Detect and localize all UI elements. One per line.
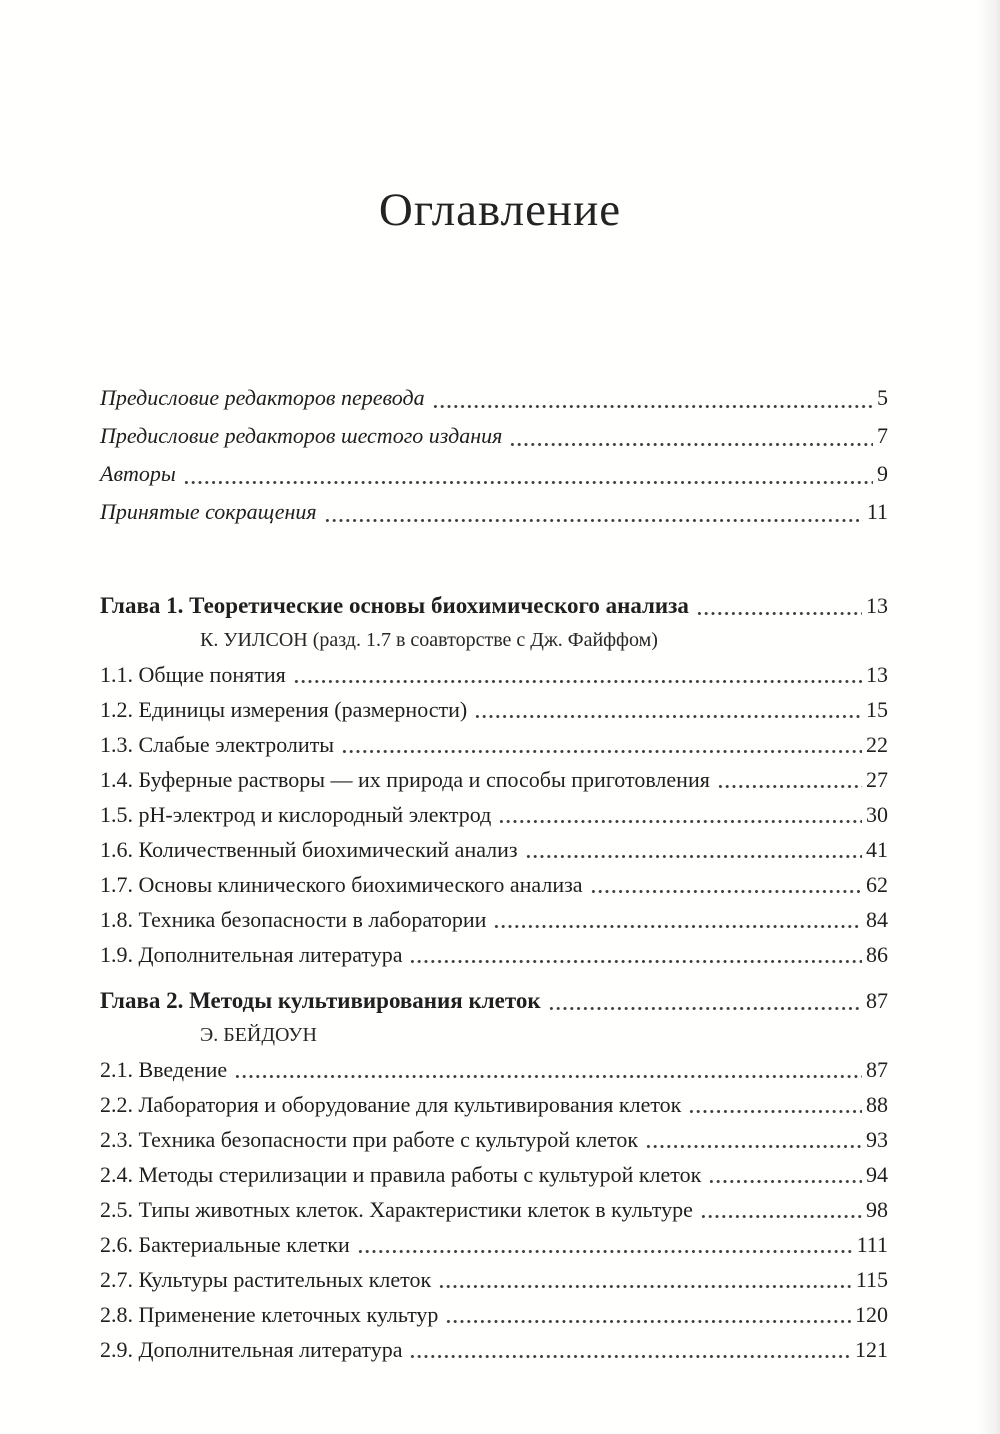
toc-entry xyxy=(100,797,888,832)
dot-leader xyxy=(717,784,862,789)
toc-entry xyxy=(100,727,888,762)
toc-entry-label: 1.4. Буферные растворы — их природа и способы приготовления xyxy=(100,766,710,792)
toc-entry-page: 5 xyxy=(877,384,888,410)
toc-entry xyxy=(100,417,888,455)
dot-leader xyxy=(525,854,862,859)
toc-entry-label: Предисловие редакторов перевода xyxy=(100,384,425,410)
toc-entry-label: 1.8. Техника безопасности в лаборатории xyxy=(100,906,487,932)
dot-leader xyxy=(688,1109,862,1114)
dot-leader xyxy=(498,819,862,824)
dot-leader xyxy=(357,1249,853,1254)
toc-entry-page: 87 xyxy=(866,1056,888,1082)
toc-entry-label: 1.7. Основы клинического биохимического анализа xyxy=(100,871,583,897)
toc-entry xyxy=(100,692,888,727)
toc-entry-label: 2.2. Лаборатория и оборудование для культивирования клеток xyxy=(100,1091,682,1117)
dot-leader xyxy=(590,889,862,894)
toc-entry-label: 1.9. Дополнительная литература xyxy=(100,941,403,967)
toc-entry-label: 2.9. Дополнительная литература xyxy=(100,1336,403,1362)
toc-entry-label: Авторы xyxy=(100,460,176,486)
dot-leader xyxy=(409,1354,851,1359)
dot-leader xyxy=(493,924,862,929)
toc-entry xyxy=(100,1157,888,1192)
toc-entry-page: 11 xyxy=(866,498,888,524)
toc-entry-page: 84 xyxy=(866,906,888,932)
toc-entry xyxy=(100,455,888,493)
dot-leader xyxy=(432,404,873,409)
toc-entry-page: 13 xyxy=(866,661,888,687)
toc-entry-label: 2.5. Типы животных клеток. Характеристики клеток в культуре xyxy=(100,1196,693,1222)
dot-leader xyxy=(645,1144,862,1149)
toc-entry-page: 94 xyxy=(866,1161,888,1187)
toc-entry-label: 1.2. Единицы измерения (размерности) xyxy=(100,696,468,722)
toc-entry-page: 111 xyxy=(856,1231,888,1257)
toc-entry xyxy=(100,1087,888,1122)
dot-leader xyxy=(324,518,863,523)
toc-entry-page: 13 xyxy=(866,592,888,618)
dot-leader xyxy=(700,1214,862,1219)
toc-entry xyxy=(100,588,888,624)
dot-leader xyxy=(474,714,862,719)
toc-entry xyxy=(100,902,888,937)
dot-leader xyxy=(438,1284,852,1289)
dot-leader xyxy=(409,959,862,964)
chapter-author: К. УИЛСОН (разд. 1.7 в соавторстве с Дж. Файффом) xyxy=(200,628,658,651)
toc-entry xyxy=(100,1122,888,1157)
toc-entry xyxy=(100,1192,888,1227)
toc-entry-label: Глава 2. Методы культивирования клеток xyxy=(100,987,541,1013)
toc-entry xyxy=(100,379,888,417)
toc-entry xyxy=(100,1227,888,1262)
dot-leader xyxy=(183,480,873,485)
toc-entry xyxy=(100,493,888,531)
table-of-contents xyxy=(100,379,888,1367)
chapter-author: Э. БЕЙДОУН xyxy=(200,1023,317,1046)
toc-entry-page: 22 xyxy=(866,731,888,757)
dot-leader xyxy=(234,1074,862,1079)
toc-entry xyxy=(100,867,888,902)
dot-leader xyxy=(341,749,862,754)
toc-entry-label: 1.3. Слабые электролиты xyxy=(100,731,335,757)
toc-entry-label: 2.6. Бактериальные клетки xyxy=(100,1231,350,1257)
dot-leader xyxy=(445,1319,851,1324)
toc-entry-page: 87 xyxy=(866,987,888,1013)
toc-entry xyxy=(100,657,888,692)
dot-leader xyxy=(708,1179,862,1184)
front-matter-list xyxy=(100,379,888,531)
page-title: Оглавление xyxy=(378,184,622,236)
toc-entry xyxy=(100,1297,888,1332)
dot-leader xyxy=(696,611,862,616)
toc-entry-label: 2.7. Культуры растительных клеток xyxy=(100,1266,432,1292)
toc-entry-page: 9 xyxy=(877,460,888,486)
dot-leader xyxy=(293,679,862,684)
toc-entry-page: 15 xyxy=(866,696,888,722)
toc-entry-page: 98 xyxy=(866,1196,888,1222)
toc-entry-page: 30 xyxy=(866,801,888,827)
toc-entry-page: 86 xyxy=(866,941,888,967)
toc-entry-label: 2.3. Техника безопасности при работе с культурой клеток xyxy=(100,1126,639,1152)
chapter-block-2 xyxy=(100,983,888,1367)
toc-entry-label: 1.6. Количественный биохимический анализ xyxy=(100,836,518,862)
chapter-block-1 xyxy=(100,588,888,972)
toc-entry-label: Предисловие редакторов шестого издания xyxy=(100,422,503,448)
dot-leader xyxy=(548,1006,862,1011)
toc-entry xyxy=(100,983,888,1019)
toc-entry-page: 62 xyxy=(866,871,888,897)
toc-entry xyxy=(100,937,888,972)
toc-entry-label: 2.4. Методы стерилизации и правила работы с культурой клеток xyxy=(100,1161,702,1187)
toc-entry-label: Глава 1. Теоретические основы биохимического анализа xyxy=(100,592,689,618)
toc-entry-page: 27 xyxy=(866,766,888,792)
toc-entry-page: 121 xyxy=(855,1336,888,1362)
toc-entry xyxy=(100,832,888,867)
toc-entry xyxy=(100,1052,888,1087)
toc-entry-label: 1.1. Общие понятия xyxy=(100,661,286,687)
toc-entry-page: 41 xyxy=(866,836,888,862)
toc-entry-label: 2.1. Введение xyxy=(100,1056,228,1082)
toc-entry-page: 93 xyxy=(866,1126,888,1152)
toc-entry-page: 120 xyxy=(855,1301,888,1327)
toc-entry-label: 2.8. Применение клеточных культур xyxy=(100,1301,439,1327)
toc-entry xyxy=(100,1332,888,1367)
dot-leader xyxy=(509,442,873,447)
toc-entry-label: Принятые сокращения xyxy=(100,498,317,524)
toc-entry-page: 7 xyxy=(877,422,888,448)
toc-entry-page: 88 xyxy=(866,1091,888,1117)
toc-entry xyxy=(100,1262,888,1297)
toc-entry-page: 115 xyxy=(855,1266,888,1292)
chapters-list xyxy=(100,588,888,1367)
toc-entry xyxy=(100,762,888,797)
toc-entry-label: 1.5. pH-электрод и кислородный электрод xyxy=(100,801,492,827)
